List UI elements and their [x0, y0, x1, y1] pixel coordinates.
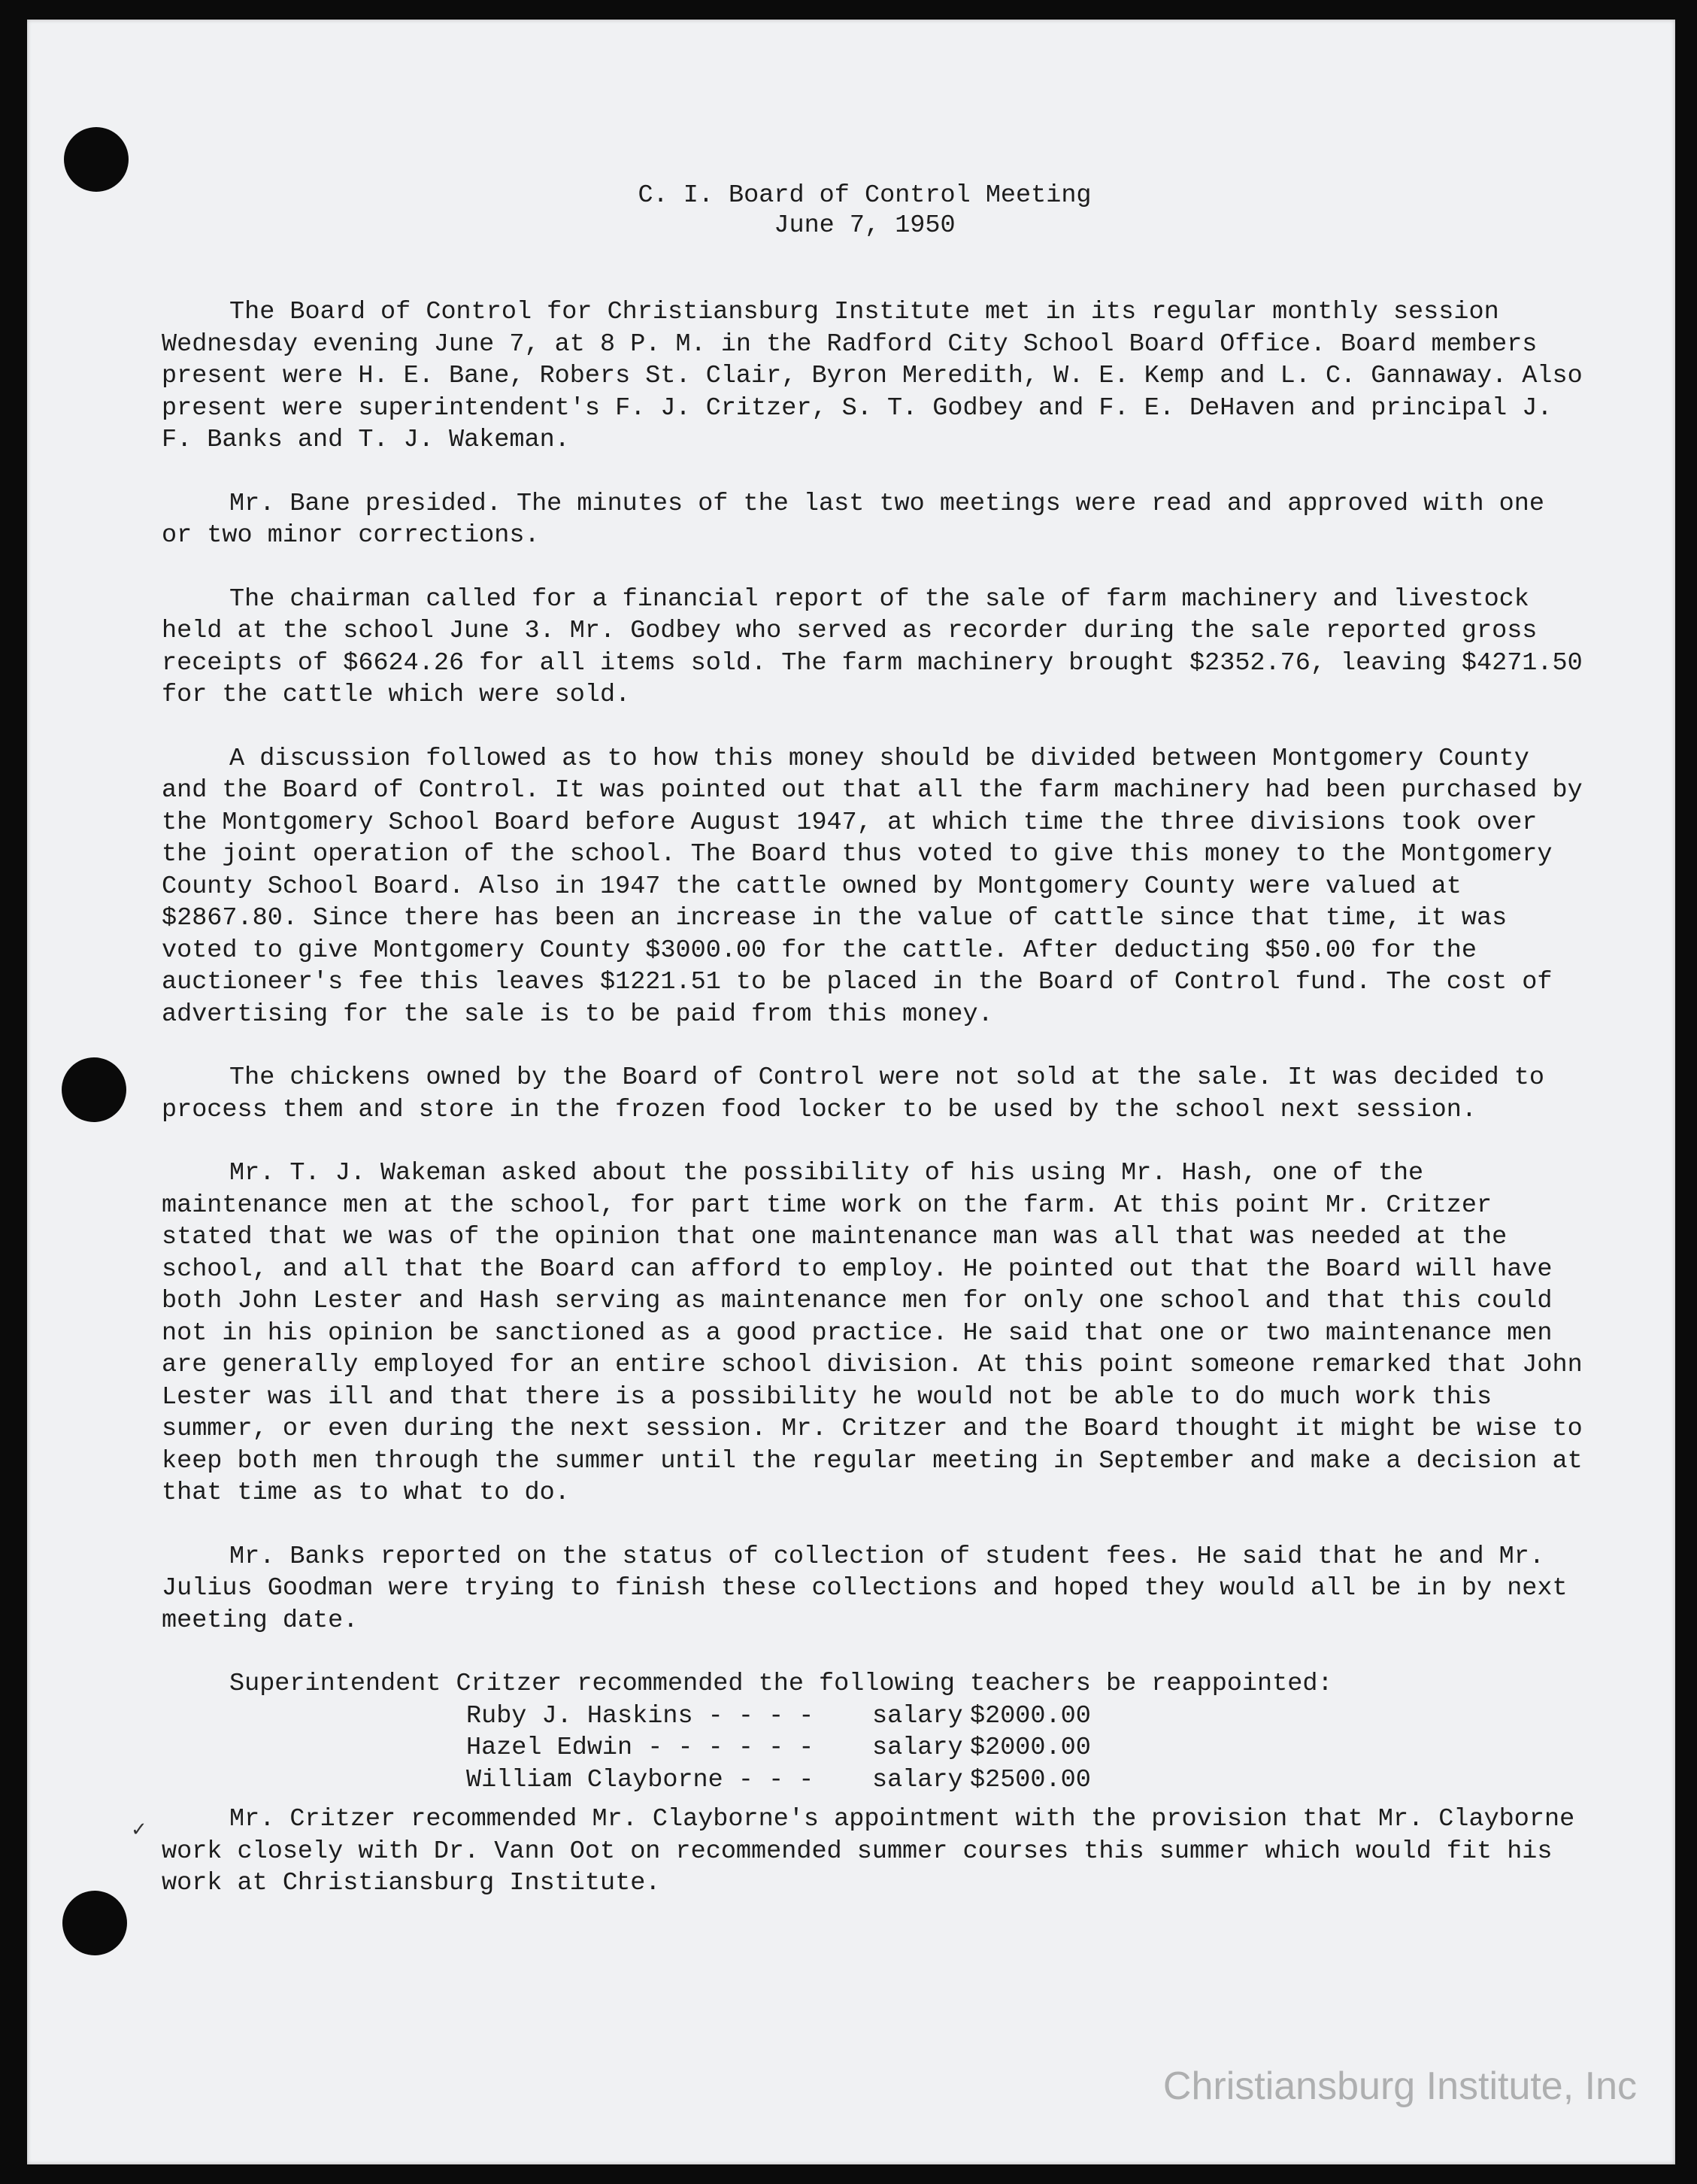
document-title: C. I. Board of Control Meeting — [638, 181, 1092, 210]
paragraph-teacher-recommendation: Superintendent Critzer recommended the following teachers be reappointed: — [229, 1670, 1333, 1698]
pencil-check-mark: ✓ — [131, 1818, 147, 1841]
punch-hole-middle — [62, 1057, 126, 1122]
teacher-name: William Clayborne - - - — [466, 1765, 814, 1794]
salary-amount: $2000.00 — [970, 1734, 1091, 1762]
watermark: Christiansburg Institute, Inc — [1162, 2064, 1637, 2108]
salary-label: salary — [872, 1734, 963, 1762]
teacher-row — [466, 1764, 1143, 1797]
teacher-name: Hazel Edwin - - - - - - — [466, 1734, 814, 1762]
paragraph-minutes: Mr. Bane presided. The minutes of the last two meetings were read and approved with one or two minor corrections. — [162, 489, 1544, 550]
document-header — [147, 180, 1583, 241]
salary-label: salary — [872, 1765, 963, 1794]
document-date: June 7, 1950 — [774, 211, 956, 240]
document-body — [162, 180, 1583, 1900]
salary-amount: $2000.00 — [970, 1701, 1091, 1731]
teacher-row — [466, 1732, 1143, 1764]
salary-amount: $2500.00 — [970, 1765, 1091, 1794]
teacher-row — [466, 1700, 1143, 1733]
punch-hole-bottom — [62, 1891, 127, 1955]
paragraph-money-division: A discussion followed as to how this money should be divided between Montgomery County and the Board of Control. It was pointed out that all the farm machinery had been purchased by the Montgomery School Board before August 1947, at which time the three divisions took over the joint operation of the school. The Board thus voted to give this money to the Montgomery County School Board. Also in 1947 the cattle owned by Montgomery County were valued at $2867.80. Since there has been an increase in the value of cattle since that time, it was voted to give Montgomery County $3000.00 for the cattle. After deducting $50.00 for the auctioneer's fee this leaves $1221.51 to be placed in the Board of Control fund. The cost of advertising for the sale is to be paid from this money. — [162, 744, 1583, 1029]
teacher-name: Ruby J. Haskins - - - - — [466, 1701, 814, 1731]
salary-label: salary — [872, 1701, 963, 1731]
paragraph-maintenance: Mr. T. J. Wakeman asked about the possibility of his using Mr. Hash, one of the maintenance men at the school, for part time work on the farm. At this point Mr. Critzer stated that we was of the opinion that one maintenance man was all that was needed at the school, and all that the Board can afford to employ. He pointed out that the Board will have both John Lester and Hash serving as maintenance men for only one school and that this could not in his opinion be sanctioned as a good practice. He said that one or two maintenance men are generally employed for an entire school division. At this point someone remarked that John Lester was ill and that there is a possibility he would not be able to do much work this summer, or even during the next session. Mr. Critzer and the Board thought it might be wise to keep both men through the summer until the regular meeting in September and make a decision at that time as to what to do. — [162, 1159, 1583, 1507]
punch-hole-top — [64, 127, 129, 192]
paragraph-attendance: The Board of Control for Christiansburg Institute met in its regular monthly session Wednesday evening June 7, at 8 P. M. in the Radford City School Board Office. Board members present were H. E. Bane, Robers St. Clair, Byron Meredith, W. E. Kemp and L. C. Gannaway. Also present were superintendent's F. J. Critzer, S. T. Godbey and F. E. DeHaven and principal J. F. Banks and T. J. Wakeman. — [162, 298, 1583, 454]
teacher-salary-list — [466, 1700, 1143, 1797]
paragraph-student-fees: Mr. Banks reported on the status of collection of student fees. He said that he and Mr. Julius Goodman were trying to finish these collections and hoped they would all be in by next meeting date. — [162, 1542, 1568, 1635]
paragraph-chickens: The chickens owned by the Board of Control were not sold at the sale. It was decided to process them and store in the frozen food locker to be used by the school next session. — [162, 1063, 1544, 1124]
paragraph-financial-report: The chairman called for a financial report of the sale of farm machinery and livestock held at the school June 3. Mr. Godbey who served as recorder during the sale reported gross receipts of $6624.26 for all items sold. The farm machinery brought $2352.76, leaving $4271.50 for the cattle which were sold. — [162, 584, 1583, 709]
paragraph-clayborne-appointment: Mr. Critzer recommended Mr. Clayborne's appointment with the provision that Mr. Clayborne work closely with Dr. Vann Oot on recommended summer courses this summer which would fit his work at Christiansburg Institute. — [162, 1805, 1575, 1897]
